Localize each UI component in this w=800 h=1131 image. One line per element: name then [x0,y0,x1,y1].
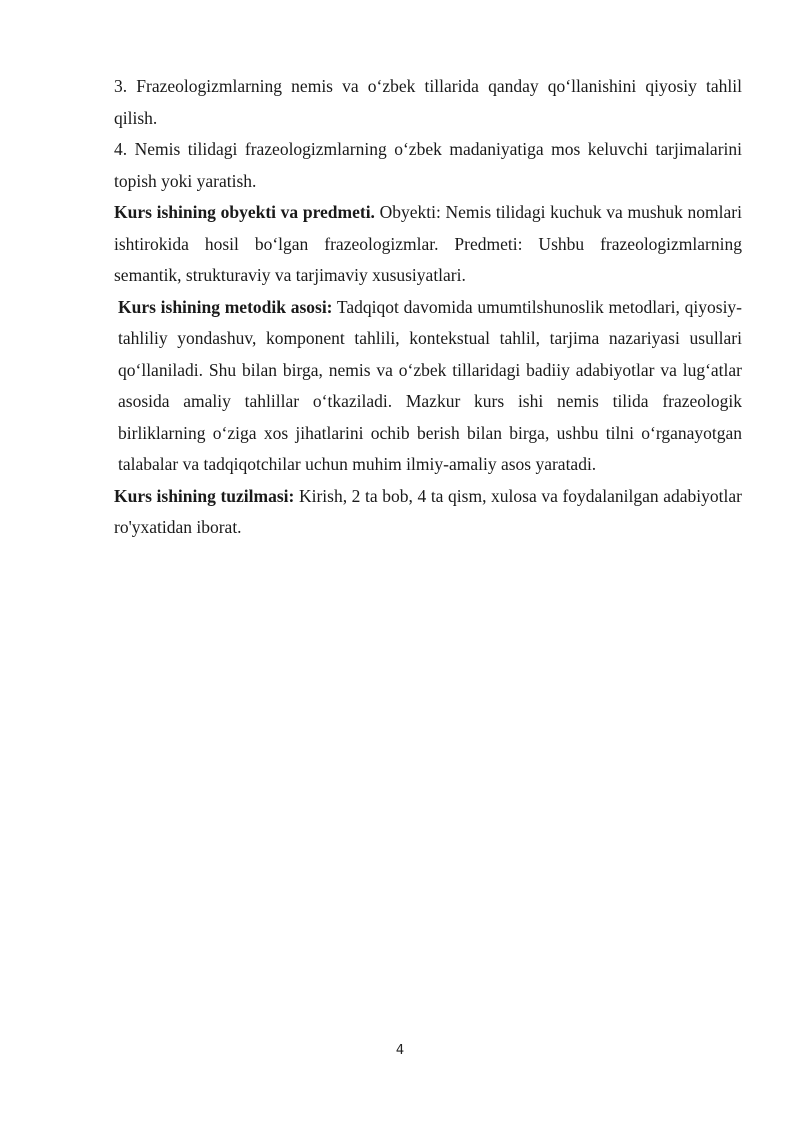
page-number: 4 [395,1043,405,1058]
paragraph-object-subject [114,197,742,292]
object-text: Obyekti: Nemis tilidagi kuchuk va mushuk nomlari ishtirokida hosil bo‘lgan frazeologizmlar. Predmeti: Ushbu frazeologizmlarning semantik, strukturaviy va tarjimaviy xususiyatlari. [114,202,742,285]
paragraph-item-4: 4. Nemis tilidagi frazeologizmlarning o‘zbek madaniyatiga mos keluvchi tarjimalarini topish yoki yaratish. [114,139,742,191]
paragraph-item-3: 3. Frazeologizmlarning nemis va o‘zbek tillarida qanday qo‘llanishini qiyosiy tahlil qilish. [114,76,742,128]
structure-heading: Kurs ishining tuzilmasi: [114,485,295,506]
paragraph-method [114,292,742,481]
object-heading: Kurs ishining obyekti va predmeti. [114,202,375,222]
document-body [114,71,742,544]
method-text: Tadqiqot davomida umumtilshunoslik metodlari, qiyosiy-tahliliy yondashuv, komponent tahlili, kontekstual tahlil, tarjima nazariyasi usullari qo‘llaniladi. Shu bilan birga, nemis va o‘zbek tillaridagi badiiy adabiyotlar va lug‘atlar asosida amaliy tahlillar o‘tkaziladi. Mazkur kurs ishi nemis tilida frazeologik birliklarning o‘ziga xos jihatlarini ochib berish bilan birga, ushbu tilni o‘rganayotgan talabalar va tadqiqotchilar uchun muhim ilmiy-amaliy asos yaratadi. [118,296,743,474]
paragraph-structure [114,481,742,544]
method-heading: Kurs ishining metodik asosi: [118,296,333,317]
structure-text: Kirish, 2 ta bob, 4 ta qism, xulosa va foydalanilgan adabiyotlar ro'yxatidan iborat. [114,485,742,537]
